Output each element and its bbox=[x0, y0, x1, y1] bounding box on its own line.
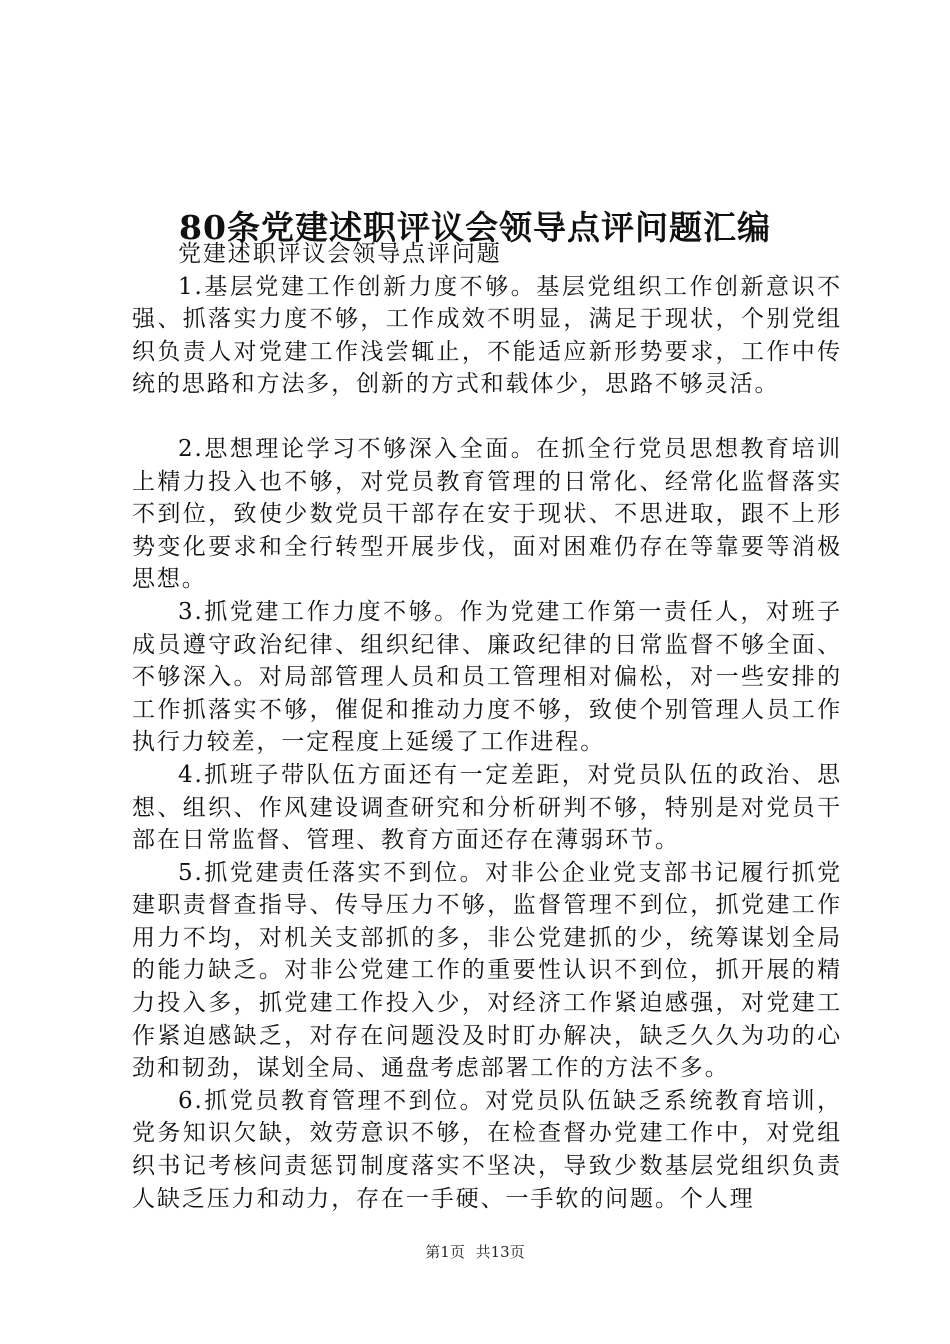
paragraph-2: 2.思想理论学习不够深入全面。在抓全行党员思想教育培训上精力投入也不够，对党员教育管理的日常化、经常化监督落实不到位，致使少数党员干部存在安于现状、不思进取，跟不上形势变化要求和全行转型开展步伐，面对困难仍存在等靠要等消极思想。 bbox=[132, 435, 842, 593]
paragraph-5: 5.抓党建责任落实不到位。对非公企业党支部书记履行抓党建职责督查指导、传导压力不够，监督管理不到位，抓党建工作用力不均，对机关支部抓的多，非公党建抓的少，统筹谋划全局的能力缺乏。对非公党建工作的重要性认识不到位，抓开展的精力投入多，抓党建工作投入少，对经济工作紧迫感强，对党建工作紧迫感缺乏，对存在问题没及时盯办解决，缺乏久久为功的心劲和韧劲，谋划全局、通盘考虑部署工作的方法不多。 bbox=[132, 859, 842, 1082]
page-footer bbox=[0, 1242, 950, 1262]
document-body bbox=[132, 238, 842, 1215]
paragraph-3: 3.抓党建工作力度不够。作为党建工作第一责任人，对班子成员遵守政治纪律、组织纪律、廉政纪律的日常监督不够全面、不够深入。对局部管理人员和员工管理相对偏松，对一些安排的工作抓落实不够，催促和推动力度不够，致使个别管理人员工作执行力较差，一定程度上延缓了工作进程。 bbox=[132, 598, 842, 756]
page-title: 80条党建述职评议会领导点评问题汇编 bbox=[179, 208, 771, 248]
paragraph-6: 6.抓党员教育管理不到位。对党员队伍缺乏系统教育培训，党务知识欠缺，效劳意识不够，在检查督办党建工作中，对党组织书记考核问责惩罚制度落实不坚决，导致少数基层党组织负责人缺乏压力和动力，存在一手硬、一手软的问题。个人理 bbox=[132, 1087, 842, 1212]
page-total: 共13页 bbox=[475, 1243, 525, 1261]
page-number: 第1页 bbox=[425, 1243, 465, 1261]
subtitle: 党建述职评议会领导点评问题 bbox=[178, 241, 502, 267]
paragraph-1: 1.基层党建工作创新力度不够。基层党组织工作创新意识不强、抓落实力度不够，工作成效不明显，满足于现状，个别党组织负责人对党建工作浅尝辄止，不能适应新形势要求，工作中传统的思路和方法多，创新的方式和载体少，思路不够灵活。 bbox=[132, 273, 842, 398]
paragraph-4: 4.抓班子带队伍方面还有一定差距，对党员队伍的政治、思想、组织、作风建设调查研究和分析研判不够，特别是对党员干部在日常监督、管理、教育方面还存在薄弱环节。 bbox=[132, 761, 842, 854]
